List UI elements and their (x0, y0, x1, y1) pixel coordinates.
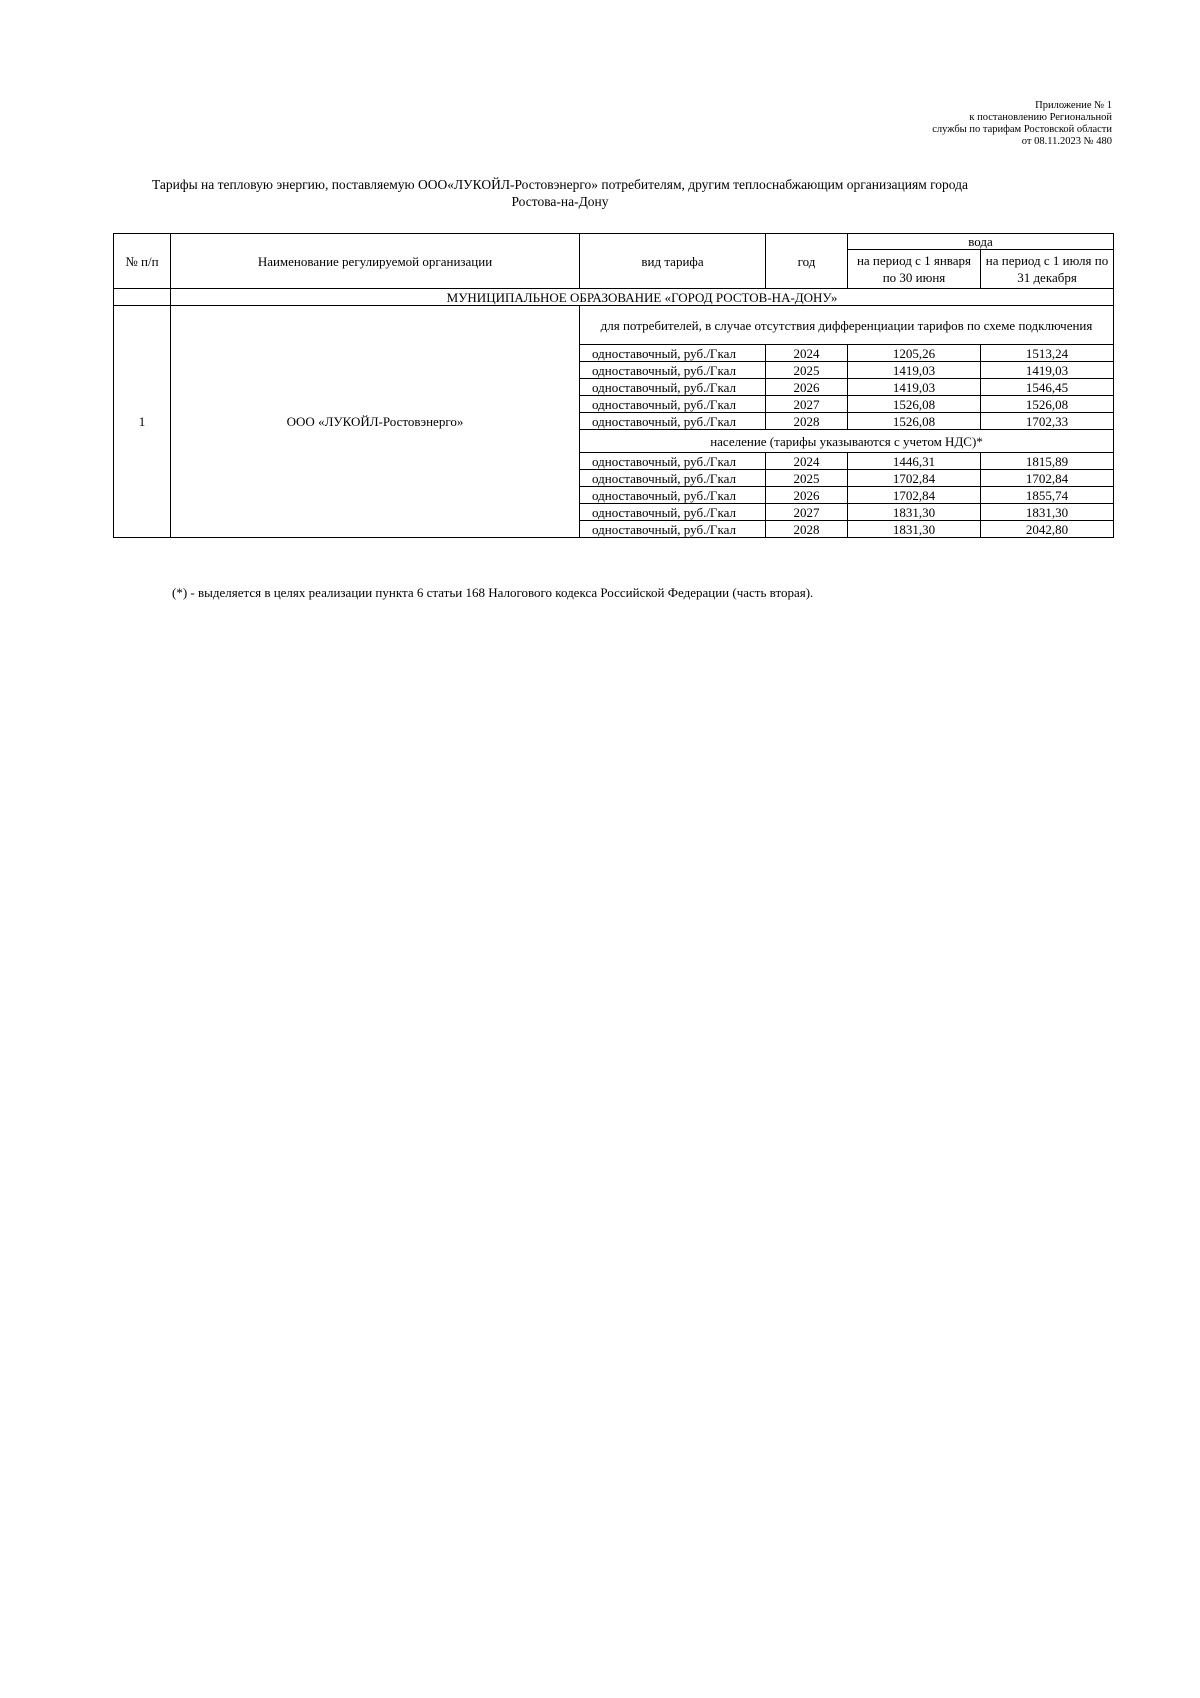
year-cell: 2027 (766, 396, 848, 413)
period-2-value: 1855,74 (981, 487, 1114, 504)
year-cell: 2026 (766, 379, 848, 396)
annex-header (932, 100, 1112, 148)
header-org: Наименование регулируемой организации (171, 234, 580, 289)
year-cell: 2024 (766, 345, 848, 362)
annex-line: от 08.11.2023 № 480 (1021, 136, 1112, 147)
period-2-value: 1815,89 (981, 453, 1114, 470)
group-label: для потребителей, в случае отсутствия дифференциации тарифов по схеме подключения (580, 306, 1114, 345)
period-1-value: 1526,08 (848, 396, 981, 413)
header-type: вид тарифа (580, 234, 766, 289)
header-year: год (766, 234, 848, 289)
period-2-value: 1513,24 (981, 345, 1114, 362)
tariff-table (113, 233, 1114, 538)
period-1-value: 1526,08 (848, 413, 981, 430)
header-period-2: на период с 1 июля по 31 декабря (981, 250, 1114, 289)
period-2-value: 1526,08 (981, 396, 1114, 413)
footnote: (*) - выделяется в целях реализации пункта 6 статьи 168 Налогового кодекса Российской Федерации (часть вторая). (172, 585, 814, 600)
year-cell: 2025 (766, 362, 848, 379)
period-2-value: 1831,30 (981, 504, 1114, 521)
period-1-value: 1419,03 (848, 379, 981, 396)
year-cell: 2025 (766, 470, 848, 487)
tariff-type-cell: одноставочный, руб./Гкал (580, 362, 766, 379)
group-row (114, 306, 1114, 345)
organization-name: ООО «ЛУКОЙЛ-Ростовэнерго» (171, 306, 580, 538)
annex-line: службы по тарифам Ростовской области (932, 124, 1112, 135)
tariff-type-cell: одноставочный, руб./Гкал (580, 345, 766, 362)
header-period-1: на период с 1 января по 30 июня (848, 250, 981, 289)
period-1-value: 1446,31 (848, 453, 981, 470)
row-number: 1 (114, 306, 171, 538)
tariff-type-cell: одноставочный, руб./Гкал (580, 521, 766, 538)
tariff-type-cell: одноставочный, руб./Гкал (580, 504, 766, 521)
period-1-value: 1831,30 (848, 504, 981, 521)
tariff-type-cell: одноставочный, руб./Гкал (580, 396, 766, 413)
tariff-type-cell: одноставочный, руб./Гкал (580, 487, 766, 504)
year-cell: 2027 (766, 504, 848, 521)
title-line: Тарифы на тепловую энергию, поставляемую ООО«ЛУКОЙЛ-Ростовэнерго» потребителям, другим теплоснабжающим организациям города (151, 177, 969, 192)
year-cell: 2024 (766, 453, 848, 470)
municipality-empty-cell (114, 289, 171, 306)
period-2-value: 1702,33 (981, 413, 1114, 430)
year-cell: 2028 (766, 413, 848, 430)
period-2-value: 1702,84 (981, 470, 1114, 487)
tariff-type-cell: одноставочный, руб./Гкал (580, 413, 766, 430)
document-title (115, 176, 1005, 210)
header-water: вода (848, 234, 1114, 250)
period-1-value: 1702,84 (848, 470, 981, 487)
annex-line: Приложение № 1 (1035, 100, 1112, 111)
tariff-type-cell: одноставочный, руб./Гкал (580, 379, 766, 396)
municipality-name: МУНИЦИПАЛЬНОЕ ОБРАЗОВАНИЕ «ГОРОД РОСТОВ-НА-ДОНУ» (171, 289, 1114, 306)
header-no: № п/п (114, 234, 171, 289)
tariff-type-cell: одноставочный, руб./Гкал (580, 470, 766, 487)
period-1-value: 1419,03 (848, 362, 981, 379)
period-1-value: 1702,84 (848, 487, 981, 504)
municipality-row (114, 289, 1114, 306)
period-2-value: 2042,80 (981, 521, 1114, 538)
period-2-value: 1419,03 (981, 362, 1114, 379)
table-header-row (114, 234, 1114, 250)
period-2-value: 1546,45 (981, 379, 1114, 396)
table-body (114, 306, 1114, 538)
year-cell: 2026 (766, 487, 848, 504)
title-line: Ростова-на-Дону (511, 194, 609, 209)
annex-line: к постановлению Региональной (969, 112, 1112, 123)
year-cell: 2028 (766, 521, 848, 538)
period-1-value: 1831,30 (848, 521, 981, 538)
group-label: население (тарифы указываются с учетом НДС)* (580, 430, 1114, 453)
period-1-value: 1205,26 (848, 345, 981, 362)
tariff-type-cell: одноставочный, руб./Гкал (580, 453, 766, 470)
